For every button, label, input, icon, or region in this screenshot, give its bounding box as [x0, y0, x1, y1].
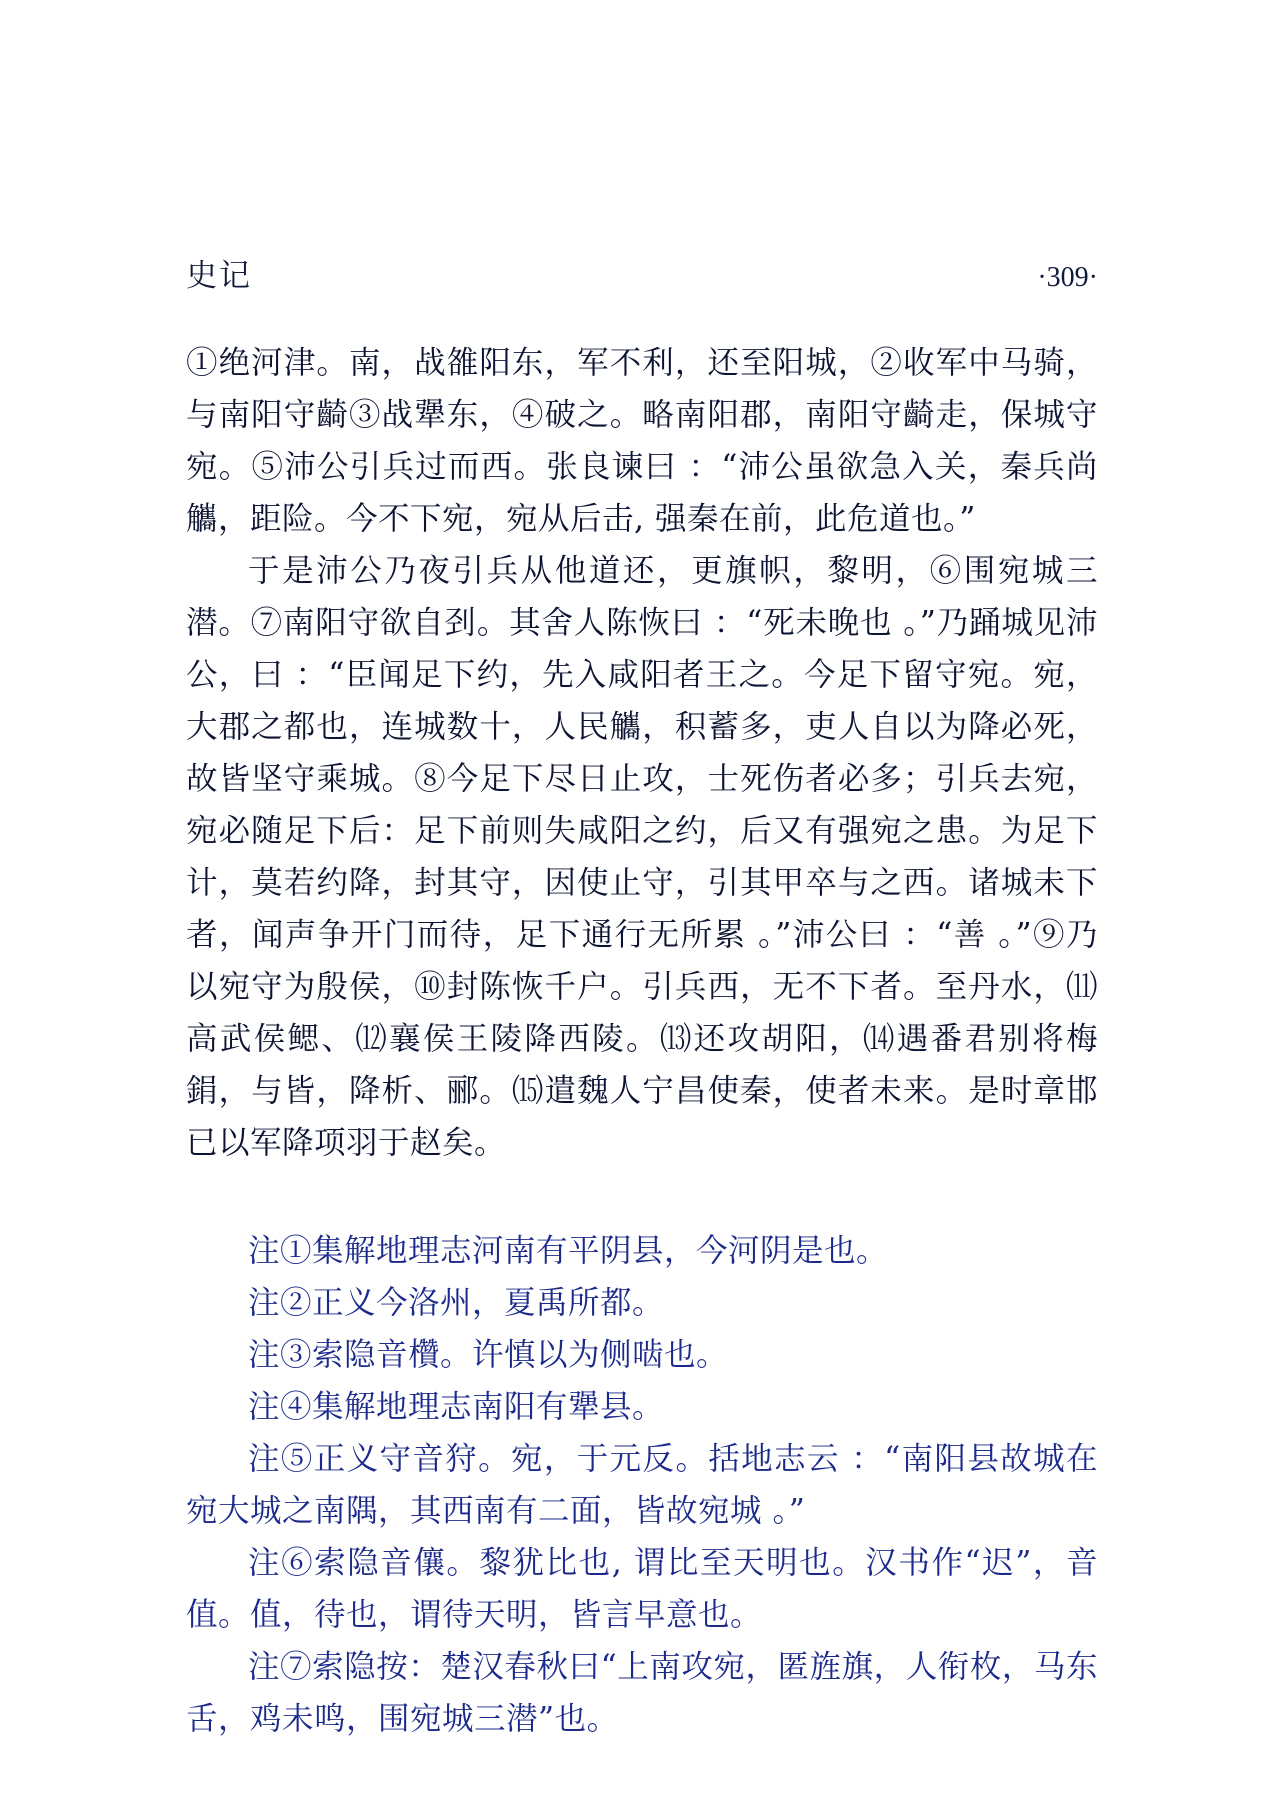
page-header: [186, 250, 1098, 295]
paragraph: 于是沛公乃夜引兵从他道还，更旗帜，黎明，⑥围宛城三潜。⑦南阳守欲自刭。其舍人陈恢曰 ：“死未晚也 。”乃踊城见沛公，曰 ：“臣闻足下约，先入咸阳者王之。今足下留守宛。宛，大郡之都也，连城数十，人民觿，积蓄多，吏人自以为降必死，故皆坚守乘城。⑧今足下尽日止攻，士死伤者必多；引兵去宛，宛必随足下后：足下前则失咸阳之约，后又有强宛之患。为足下计，莫若约降，封其守，因使止守，引其甲卒与之西。诸城未下者，闻声争开门而待，足下通行无所累 。”沛公曰 ：“善 。”⑨乃以宛守为殷侯，⑩封陈恢千户。引兵西，无不下者。至丹水，⑾高武侯鳃、⑿襄侯王陵降西陵。⒀还攻胡阳，⒁遇番君别将梅鋗，与皆，降析、郦。⒂遣魏人宁昌使秦，使者未来。是时章邯已以军降项羽于赵矣。: [186, 553, 1098, 1161]
annotation-item: 注②正义今洛州，夏禹所都。: [248, 1285, 665, 1321]
page-content: [186, 250, 1098, 1745]
annotation-item: 注③索隐音欑。许慎以为侧啮也。: [248, 1337, 729, 1373]
page-number: ·309·: [1037, 262, 1098, 293]
book-title: 史记: [186, 258, 252, 294]
annotation-item: 注⑦索隐按：楚汉春秋曰“上南攻宛，匿旌旗，人衔枚，马东舌，鸡未鸣，围宛城三潜”也。: [186, 1649, 1098, 1737]
annotation-block: [186, 1225, 1098, 1745]
annotation-item: 注⑤正义守音狩。宛，于元反。括地志云 ：“南阳县故城在宛大城之南隅，其西南有二面，皆故宛城 。”: [186, 1441, 1098, 1529]
paragraph: ①绝河津。南，战雒阳东，军不利，还至阳城，②收军中马骑，与南阳守齮③战犟东，④破之。略南阳郡，南阳守齮走，保城守宛。⑤沛公引兵过而西。张良谏曰 ：“沛公虽欲急入关，秦兵尚觿，距险。今不下宛，宛从后击, 强秦在前，此危道也。”: [186, 345, 1098, 537]
main-text-block: [186, 337, 1098, 1169]
annotation-item: 注④集解地理志南阳有犟县。: [248, 1389, 665, 1425]
annotation-item: 注①集解地理志河南有平阴县，今河阴是也。: [248, 1233, 889, 1269]
annotation-item: 注⑥索隐音儴。黎犹比也, 谓比至天明也。汉书作“迟”，音值。值，待也，谓待天明，皆言早意也。: [186, 1545, 1098, 1633]
